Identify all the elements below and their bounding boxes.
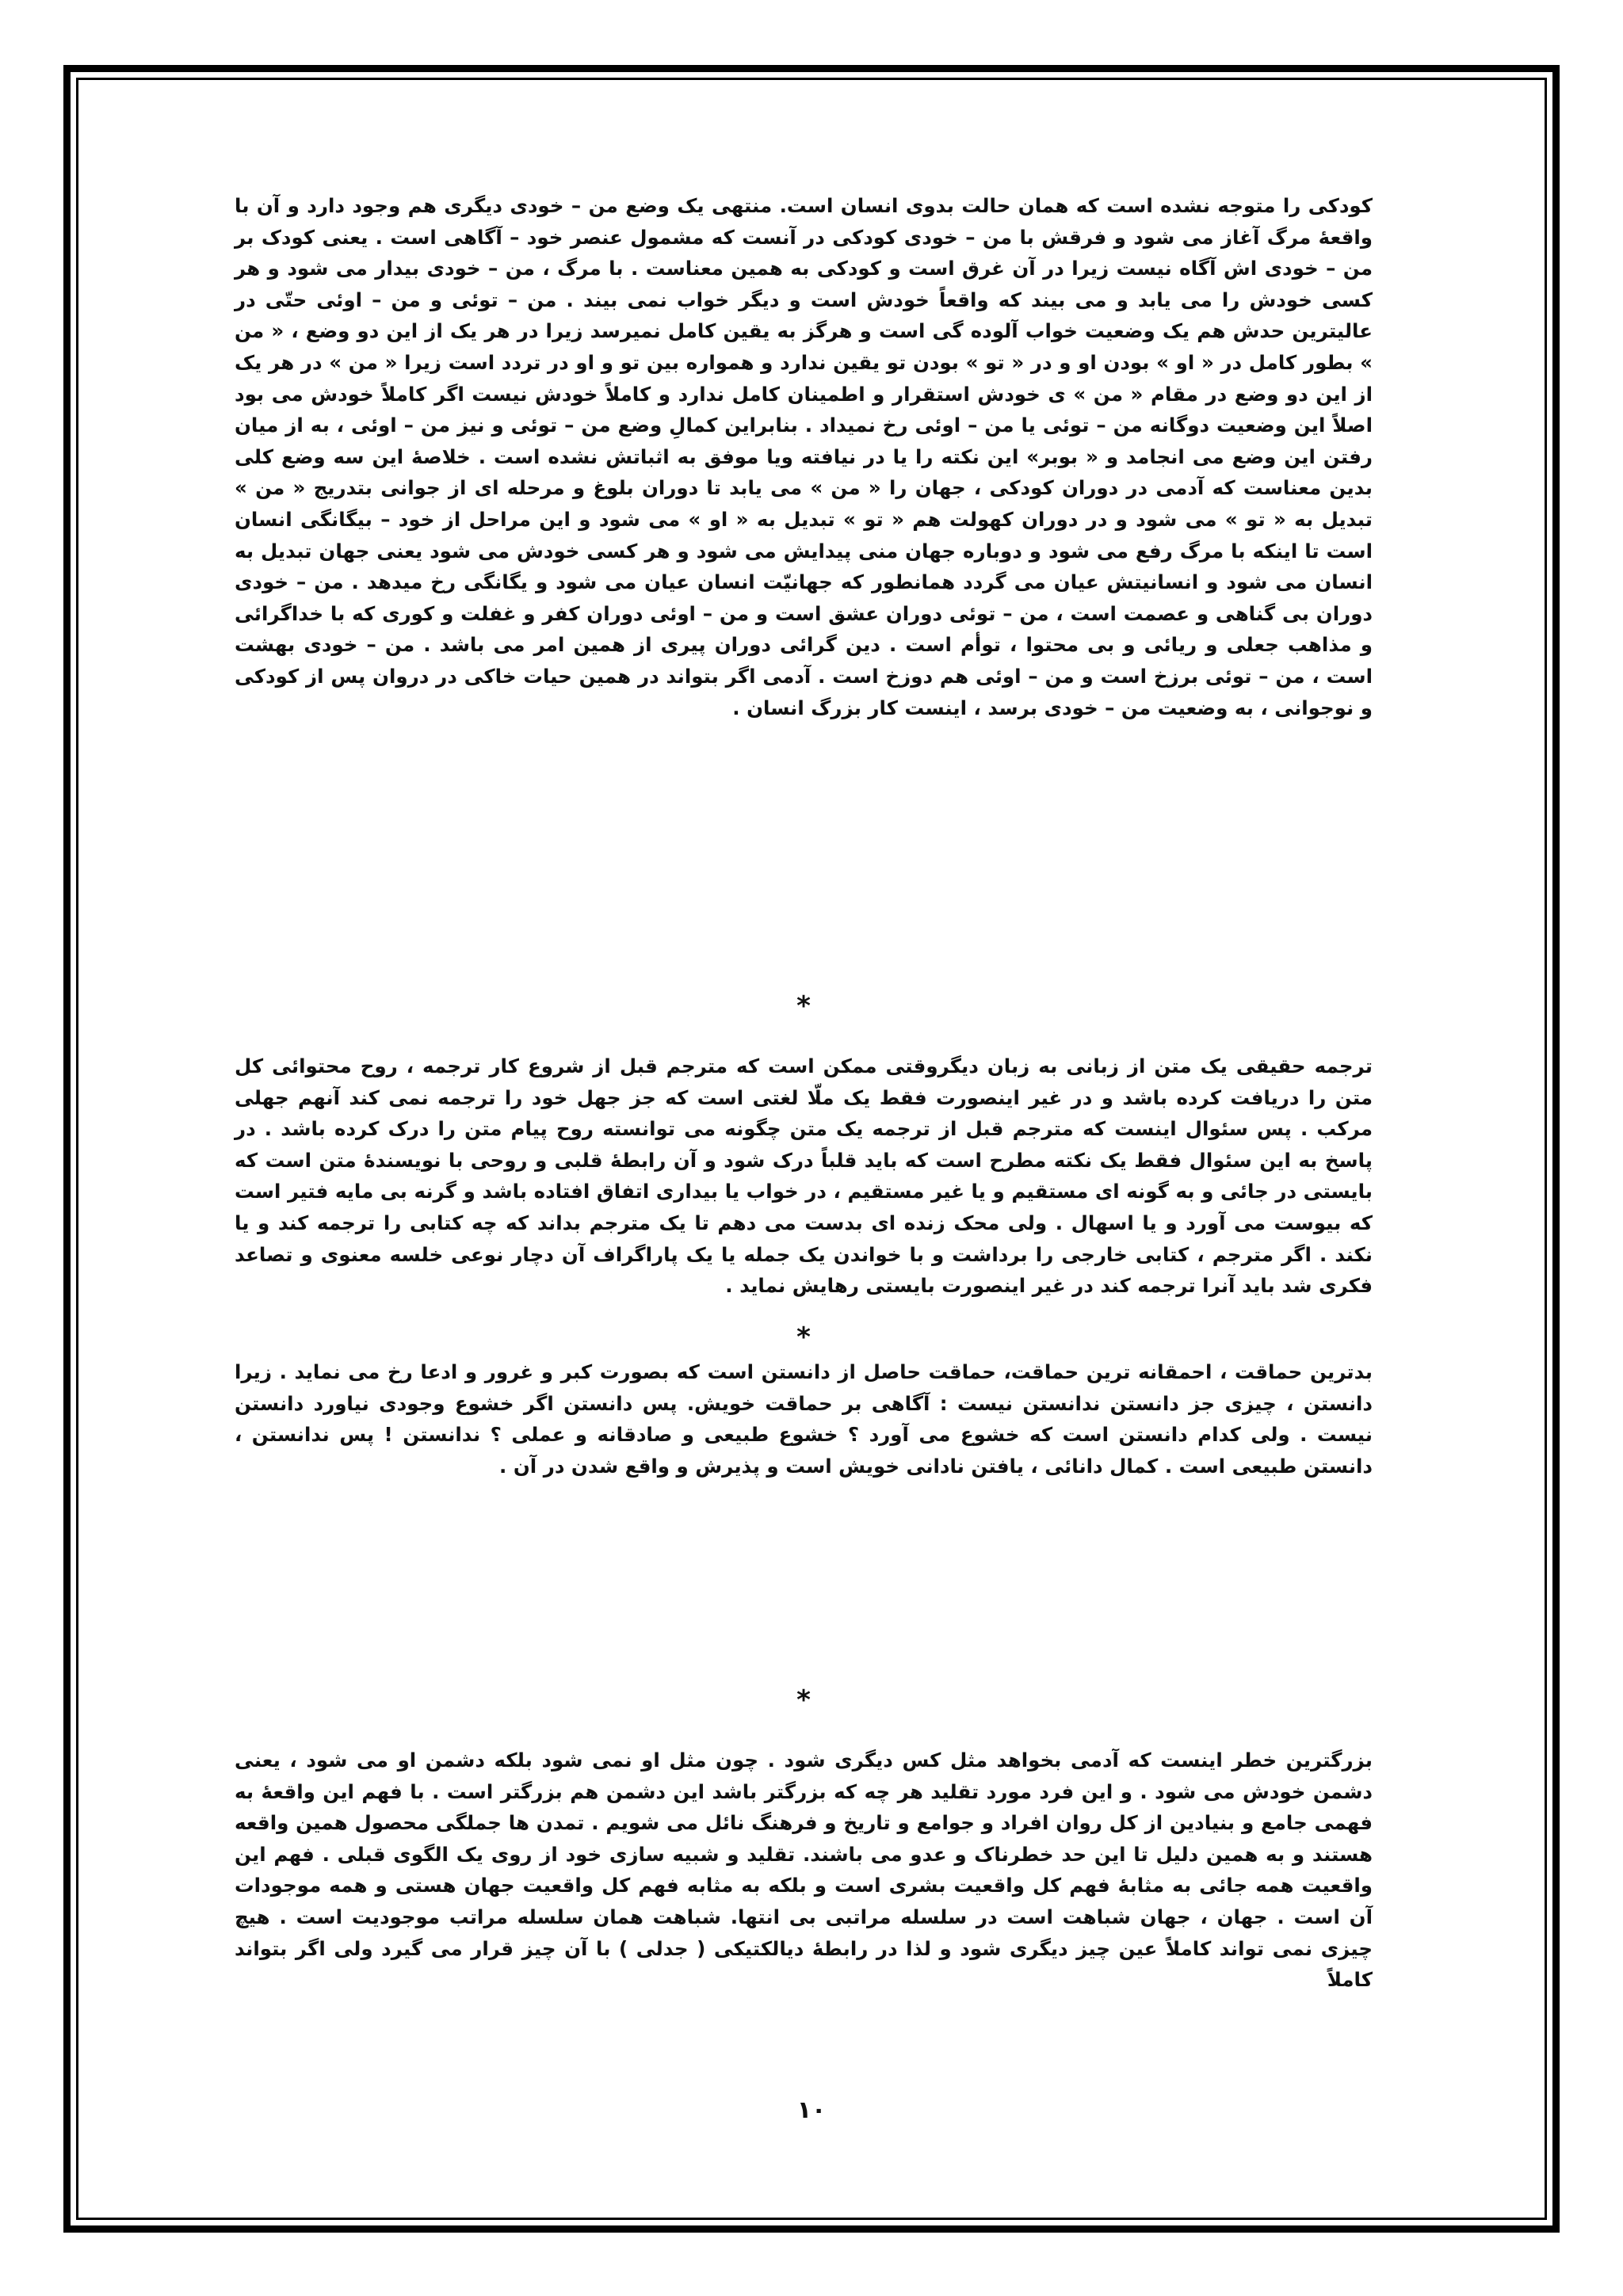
paragraph-3 [235, 1356, 1373, 1482]
paragraph-4 [235, 1745, 1373, 1996]
paragraph-4-text: بزرگترین خطر اینست که آدمی بخواهد مثل کس دیگری شود . چون مثل او نمی شود بلکه دشمن او می شود ، یعنی دشمن خودش می شود . و این فرد مورد تقلید هر چه که بزرگتر باشد این دشمن هم بزرگتر است . با فهم این واقعهٔ به فهمی جامع و بنیادین از کل روان افراد و جوامع و تاریخ و فرهنگ نائل می شویم . تمدن ها جملگی محصول همین واقعه هستند و به همین دلیل تا این حد خطرناک و عدو می باشند. تقلید و شبیه سازی خود از روی یک الگوی قبلی . فهم این واقعیت همه جائی به مثابهٔ فهم کل واقعیت بشری است و بلکه به مثابه فهم کل واقعیت جهان هستی و همه موجودات آن است . جهان ، جهان شباهت است در سلسله مراتبی بی انتها. شباهت همان سلسله مراتب موجودیت است . هیچ چیزی نمی تواند کاملاً عین چیز دیگری شود و لذا در رابطهٔ دیالکتیکی ( جدلی ) با آن چیز قرار می گیرد ولی اگر بتواند کاملاً [235, 1749, 1373, 1992]
paragraph-1 [235, 190, 1373, 723]
paragraph-2 [235, 1051, 1373, 1302]
paragraph-1-text: کودکی را متوجه نشده است که همان حالت بدوی انسان است. منتهی یک وضع من – خودی دیگری هم وجود دارد و آن با واقعهٔ مرگ آغاز می شود و فرقش با من – خودی کودکی در آنست که مشمول عنصر خود – آگاهی است . یعنی کودک بر من – خودی اش آگاه نیست زیرا در آن غرق است و کودکی به همین معناست . با مرگ ، من – خودی بیدار می شود و هر کسی خودش را می یابد و می بیند که واقعاً خودش است و دیگر خواب نمی بیند . من – توئی و من – اوئی حتّی در عالیترین حدش هم یک وضعیت خواب آلوده گی است و هرگز به یقین کامل نمیرسد زیرا در هر یک از این دو وضع ، « من » بطور کامل در « او » بودن او و در « تو » بودن تو یقین ندارد و همواره بین تو و او در تردد است زیرا « من » در هر یک از این دو وضع در مقام « من » ی خودش استقرار و اطمینان کامل ندارد و کاملاً خودش نیست اگر کاملاً خودش می بود اصلاً این وضعیت دوگانه من – توئی یا من – اوئی رخ نمیداد . بنابراین کمالِ وضع من – توئی و نیز من – اوئی ، به از میان رفتن این وضع می انجامد و « بوبر» این نکته را یا در نیافته ویا موفق به اثباتش نشده است . خلاصهٔ این سه وضع کلی بدین معناست که آدمی در دوران کودکی ، جهان را « من » می یابد تا دوران بلوغ و مرحله ای از جوانی بتدریج « من » تبدیل به « تو » می شود و در دوران کهولت هم « تو » تبدیل به « او » می شود و این مراحل از خود – بیگانگی انسان است تا اینکه با مرگ رفع می شود و دوباره جهان منی پیدایش می شود و هر کسی خودش می شود یعنی جهان تبدیل به انسان می شود و انسانیتش عیان می گردد همانطور که جهانیّت انسان عیان می شود و یگانگی رخ میدهد . من – خودی دوران بی گناهی و عصمت است ، من – توئی دوران عشق است و من – اوئی دوران کفر و غفلت و کوری که با خداگرائی و مذاهب جعلی و ریائی و بی محتوا ، توأم است . دین گرائی دوران پیری از همین امر می باشد . من – خودی بهشت است ، من – توئی برزخ است و من – اوئی هم دوزخ است . آدمی اگر بتواند در همین حیات خاکی در دروان پس از کودکی و نوجوانی ، به وضعیت من – خودی برسد ، اینست کار بزرگ انسان . [235, 194, 1373, 719]
section-separator-1: * [796, 990, 811, 1022]
paragraph-2-text: ترجمه حقیقی یک متن از زبانی به زبان دیگروقتی ممکن است که مترجم قبل از شروع کار ترجمه ، روح محتوائی کل متن را دریافت کرده باشد و در غیر اینصورت فقط یک ملّا لغتی است که جز جهل خود را ترجمه نمی کند آنهم جهلی مرکب . پس سئوال اینست که مترجم قبل از ترجمه یک متن چگونه می توانسته روح پیام متن را درک کرده باشد . در پاسخ به این سئوال فقط یک نکته مطرح است که باید قلباً درک شود و آن رابطهٔ قلبی و روحی با نویسندهٔ متن است که بایستی در جائی و به گونه ای مستقیم و یا غیر مستقیم ، در خواب یا بیداری اتفاق افتاده باشد و گرنه بی مایه فتیر است که بیوست می آورد و یا اسهال . ولی محک زنده ای بدست می دهم تا یک مترجم بداند که چه کتابی را ترجمه کند و یا نکند . اگر مترجم ، کتابی خارجی را برداشت و با خواندن یک جمله یا یک پاراگراف آن دچار نوعی خلسه معنوی و تصاعد فکری شد باید آنرا ترجمه کند در غیر اینصورت بایستی رهایش نماید . [235, 1055, 1373, 1298]
section-separator-2: * [796, 1322, 811, 1353]
paragraph-3-text: بدترین حماقت ، احمقانه ترین حماقت، حماقت حاصل از دانستن است که بصورت کبر و غرور و ادعا رخ می نماید . زیرا دانستن ، چیزی جز دانستن ندانستن نیست : آگاهی بر حماقت خویش. پس دانستن اگر خشوع وجودی نیاورد دانستن نیست . ولی کدام دانستن است که خشوع می آورد ؟ خشوع طبیعی و صادقانه و عملی ؟ ندانستن ! پس ندانستن ، دانستن طبیعی است . کمال دانائی ، یافتن نادانی خویش است و پذیرش و واقع شدن در آن . [235, 1360, 1373, 1478]
section-separator-3: * [796, 1684, 811, 1716]
page-number: ١٠ [796, 2096, 827, 2124]
